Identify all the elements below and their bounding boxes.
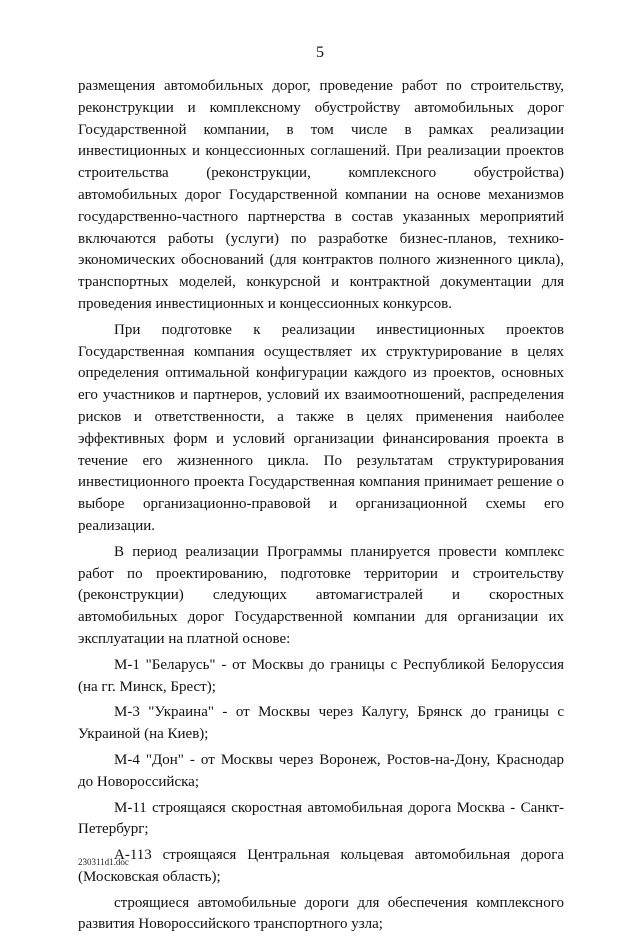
list-item-m3: М-3 "Украина" - от Москвы через Калугу, Брянск до границы с Украиной (на Киев); (78, 704, 564, 743)
paragraph-1: размещения автомобильных дорог, проведение работ по строительству, реконструкции и комплексному обустройству автомобильных дорог Государственной компании, в том числе в рамках реализации инвестиционных и концессионных соглашений. При реализации проектов строительства (реконструкции, комплексного обустройства) автомобильных дорог Государственной компании на основе механизмов государственно-частного партнерства в состав указанных мероприятий включаются работы (услуги) по разработке бизнес-планов, технико-экономических обоснований (для контрактов полного жизненного цикла), транспортных моделей, конкурсной и контрактной документации для проведения инвестиционных и концессионных конкурсов. (78, 78, 564, 312)
list-item-m11: М-11 строящаяся скоростная автомобильная дорога Москва - Санкт-Петербург; (78, 799, 564, 838)
paragraph-3: В период реализации Программы планируется провести комплекс работ по проектированию, подготовке территории и строительству (реконструкции) следующих автомагистралей и скоростных автомобильных дорог Государственной компании для организации их эксплуатации на платной основе: (78, 543, 564, 647)
list-item-m1: М-1 "Беларусь" - от Москвы до границы с Республикой Белоруссия (на гг. Минск, Брест); (78, 656, 564, 695)
document-body (78, 76, 564, 936)
page-number: 5 (316, 44, 324, 61)
list-item-a113: А-113 строящаяся Центральная кольцевая автомобильная дорога (Московская область); (78, 847, 564, 885)
file-name-footer: 230311d1.doc (78, 857, 129, 867)
list-item-m4: М-4 "Дон" - от Москвы через Воронеж, Ростов-на-Дону, Краснодар до Новороссийска; (78, 751, 564, 790)
paragraph-2: При подготовке к реализации инвестиционных проектов Государственная компания осуществляет их структурирование в целях определения оптимальной конфигурации каждого из проектов, основных его участников и партнеров, условий их взаимоотношений, распределения рисков и ответственности, а также в целях применения наиболее эффективных форм и условий организации финансирования проекта в течение его жизненного цикла. По результатам структурирования инвестиционного проекта Государственная компания принимает решение о выборе организационно-правовой и организационной схемы его реализации. (78, 321, 564, 534)
list-item-novorossiysk: строящиеся автомобильные дороги для обеспечения комплексного развития Новороссийского транспортного узла; (78, 894, 564, 933)
